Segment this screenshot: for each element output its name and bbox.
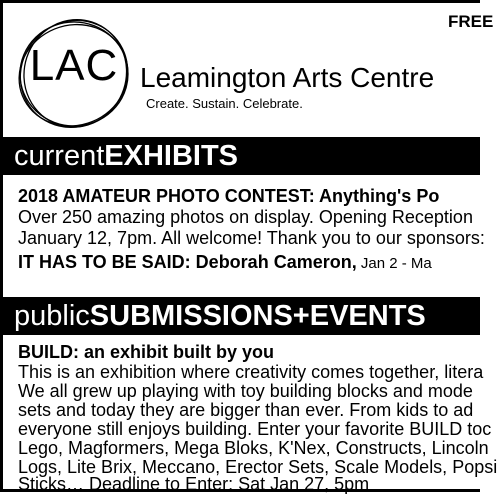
cameron-exhibit-dates: Jan 2 - Ma (356, 255, 432, 272)
submissions-heading-main: SUBMISSIONS+EVENTS (89, 300, 426, 332)
exhibits-heading (0, 137, 480, 175)
submissions-heading-prefix: public (14, 300, 90, 332)
build-body-line-6: Logs, Lite Brix, Meccano, Erector Sets, Scale Models, Popsi (18, 457, 497, 477)
exhibits-heading-main: EXHIBITS (104, 140, 239, 172)
build-body-line-4: everyone still enjoys building. Enter your favorite BUILD toc (18, 419, 492, 439)
org-name: Leamington Arts Centre (140, 62, 435, 93)
build-exhibit-title: BUILD: an exhibit built by you (18, 342, 274, 362)
exhibits-heading-prefix: current (14, 140, 105, 172)
build-body-line-3: sets and today they are bigger than ever. From kids to ad (18, 400, 474, 420)
photo-contest-title: 2018 AMATEUR PHOTO CONTEST: Anything's Po (18, 186, 440, 206)
free-label: FREE (448, 12, 494, 31)
build-body-line-5: Lego, Magformers, Mega Bloks, K'Nex, Constructs, Lincoln (18, 438, 489, 458)
logo-text: LAC (29, 41, 119, 90)
cameron-exhibit-line (18, 252, 432, 274)
tagline: Create. Sustain. Celebrate. (146, 96, 303, 111)
photo-contest-line-2: January 12, 7pm. All welcome! Thank you to our sponsors: (18, 228, 485, 248)
cameron-exhibit-title: IT HAS TO BE SAID: Deborah Cameron, (18, 252, 357, 272)
photo-contest-line-1: Over 250 amazing photos on display. Opening Reception (18, 207, 473, 227)
build-body-line-1: This is an exhibition where creativity comes together, litera (18, 362, 484, 382)
build-body-line-2: We all grew up playing with toy building blocks and mode (18, 381, 473, 401)
build-body-line-7: Sticks… Deadline to Enter: Sat Jan 27, 5pm (18, 474, 370, 494)
submissions-heading (0, 297, 480, 335)
